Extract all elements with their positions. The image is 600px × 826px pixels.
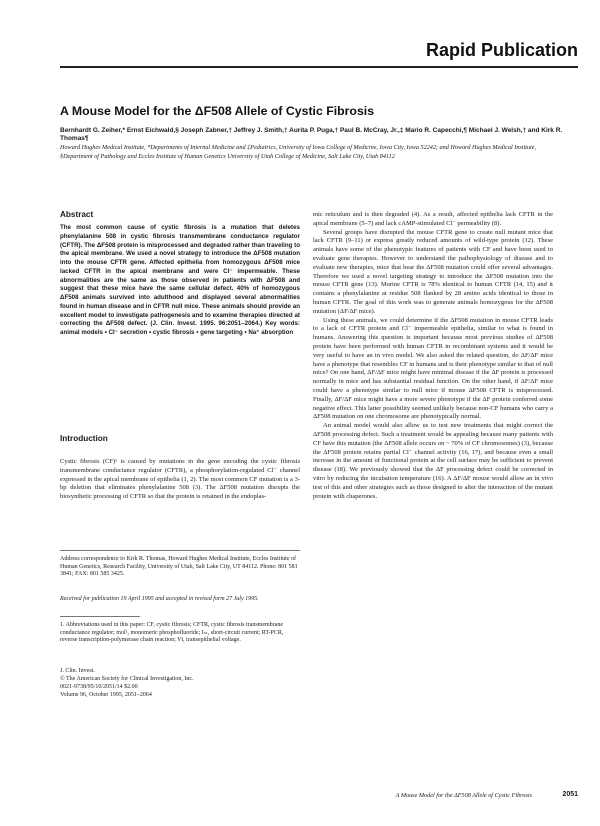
author-list: Bernhardt G. Zeiher,* Ernst Eichwald,§ Joseph Zabner,† Jeffrey J. Smith,† Aurita P. Puga,† Paul B. McCray, Jr.,‡ Mario R. Capecchi,¶ Michael J. Welsh,† and Kirk R. Thomas¶ — [60, 127, 563, 143]
abstract-text: The most common cause of cystic fibrosis is a mutation that deletes phenylalanine 508 in cystic fibrosis transmembrane conductance regulator (CFTR). The ΔF508 protein is misprocessed and degraded rather than traveling to the apical membrane. We used a novel strategy to introduce the ΔF508 mutation into the mouse CFTR gene. Affected epithelia from homozygous ΔF508 mice lacked CFTR in the apical membrane and were Cl⁻ impermeable. These abnormalities are the same as those observed in patients with ΔF508 and suggest that these mice have the same cellular defect. 40% of homozygous ΔF508 animals survived into adulthood and displayed several abnormalities found in human disease and in CFTR null mice. These animals should provide an excellent model to investigate pathogenesis and to examine therapies directed at correcting the ΔF508 defect. (J. Clin. Invest. 1995. 96:2051–2064.) Key words: animal models • Cl⁻ secretion • cystic fibrosis • gene targeting • Na⁺ absorption — [60, 224, 300, 336]
section-label: Rapid Publication — [425, 40, 578, 60]
footnote-rule — [60, 550, 300, 551]
volume-line: Volume 96, October 1995, 2051–2064 — [60, 692, 152, 698]
body-paragraph: Several groups have disrupted the mouse CFTR gene to create null mutant mice that lack CFTR (9–11) or express greatly reduced amounts of wild-type protein (12). These animals have some of the phenotypic features of patients with CF and have been used to evaluate gene therapies. However to understand the pathophysiology of disease and to evaluate new therapies, mice that bear the ΔF508 mutation could offer several advantages. Therefore we used a novel targeting strategy to introduce the ΔF508 mutation into the mouse CFTR gene (13). Murine CFTR is 78% identical to human CFTR (14, 15) and it contains a phenylalanine at residue 508 flanked by 28 amino acids identical to those in human CFTR. The goal of this work was to generate animals homozygous for the ΔF508 mutation (ΔF/ΔF mice). — [313, 228, 553, 315]
body-paragraph: Using these animals, we could determine if the ΔF508 mutation in mouse CFTR leads to a lack of CFTR protein and Cl⁻ impermeable epithelia, similar to what is found in humans. Answering this question is important because most previous studies of ΔF508 protein have been performed with human CFTR in recombinant systems and it would be very useful to have an in vivo model. We also asked the related question, do ΔF/ΔF mice have a phenotype that resembles CF in humans and is their phenotype similar to that of null mice? On one hand, ΔF/ΔF mice might have minimal disease if the ΔF protein is processed normally in mice and has substantial residual function. On the other hand, if ΔF/ΔF mice could have a phenotype similar to null mice if mouse ΔF508 CFTR is misprocessed. Finally, ΔF/ΔF mice might have a more severe phenotype if the ΔF protein conferred some negative effect. This latter possibility seemed unlikely because non-CF humans who carry a ΔF508 mutation on one chromosome are phenotypically normal. — [313, 316, 553, 421]
copyright-line: © The American Society for Clinical Investigation, Inc. — [60, 676, 194, 682]
body-paragraph: mic reticulum and is then degraded (4). As a result, affected epithelia lack CFTR in the apical membrane (5–7) and lack cAMP-stimulated Cl⁻ permeability (8). — [313, 211, 553, 227]
received-note: Received for publication 19 April 1995 and accepted in revised form 27 July 1995. — [60, 596, 259, 602]
body-right-column — [313, 211, 553, 501]
running-title: A Mouse Model for the ΔF508 Allele of Cystic Fibrosis — [395, 792, 532, 799]
abstract-heading: Abstract — [60, 210, 94, 219]
issn-line: 0021-9738/95/10/2051/14 $2.00 — [60, 684, 138, 690]
body-paragraph: An animal model would also allow us to test new treatments that might correct the ΔF508 processing defect. Such a treatment would be appealing because many patients with CF have this mutation (the ΔF508 allele occurs on ~ 70% of CF chromosomes) (3), because the ΔF508 protein retains partial Cl⁻ channel activity (16, 17), and because even a small increase in the amount of functional protein at the cell surface may be sufficient to prevent disease (18). We previously showed that the ΔF processing defect could be corrected in vitro by reducing the incubation temperature (16). A ΔF/ΔF mouse would allow an in vivo test of this and other strategies such as those designed to alter the interaction of the mutant protein with chaperones. — [313, 422, 553, 500]
introduction-text: Cystic fibrosis (CF)¹ is caused by mutations in the gene encoding the cystic fibrosis transmembrane conductance regulator (CFTR), a phosphorylation-regulated Cl⁻ channel expressed in the apical membrane of epithelia (1, 2). The most common CF mutation is a 3-bp deletion that eliminates phenylalanine 508 (3). The ΔF508 mutation disrupts the biosynthetic processing of CFTR so that the protein is retained in the endoplas- — [60, 458, 300, 501]
footnote-rule-short — [60, 616, 140, 617]
page-number: 2051 — [562, 791, 578, 798]
journal-name: J. Clin. Invest. — [60, 668, 95, 674]
paper-title: A Mouse Model for the ΔF508 Allele of Cystic Fibrosis — [60, 104, 375, 118]
introduction-heading: Introduction — [60, 434, 108, 443]
abbreviations-note: 1. Abbreviations used in this paper: CF, cystic fibrosis; CFTR, cystic fibrosis transmembrane conductance regulator; mol¹, monomeric phosphofluoride; Iₛₜ, short-circuit current; RT-PCR, reverse transcription-polymerase chain reaction; Vt, transepithelial voltage. — [60, 622, 284, 644]
correspondence-note: Address correspondence to Kirk R. Thomas, Howard Hughes Medical Institute, Eccles Institute of Human Genetics, Research Facility, University of Utah, Salt Lake City, UT 84112. Phone: 801 581 3841; FAX: 801 585 3425. — [60, 556, 298, 578]
header-rule — [60, 66, 578, 68]
affiliations: Howard Hughes Medical Institute, *Departments of Internal Medicine and ‡Pediatrics, University of Iowa College of Medicine, Iowa City, Iowa 52242; and Howard Hughes Medical Institute, §Department of Pathology and Eccles Institute of Human Genetics University of Utah College of Medicine, Salt Lake City, Utah 84112 — [60, 144, 537, 160]
